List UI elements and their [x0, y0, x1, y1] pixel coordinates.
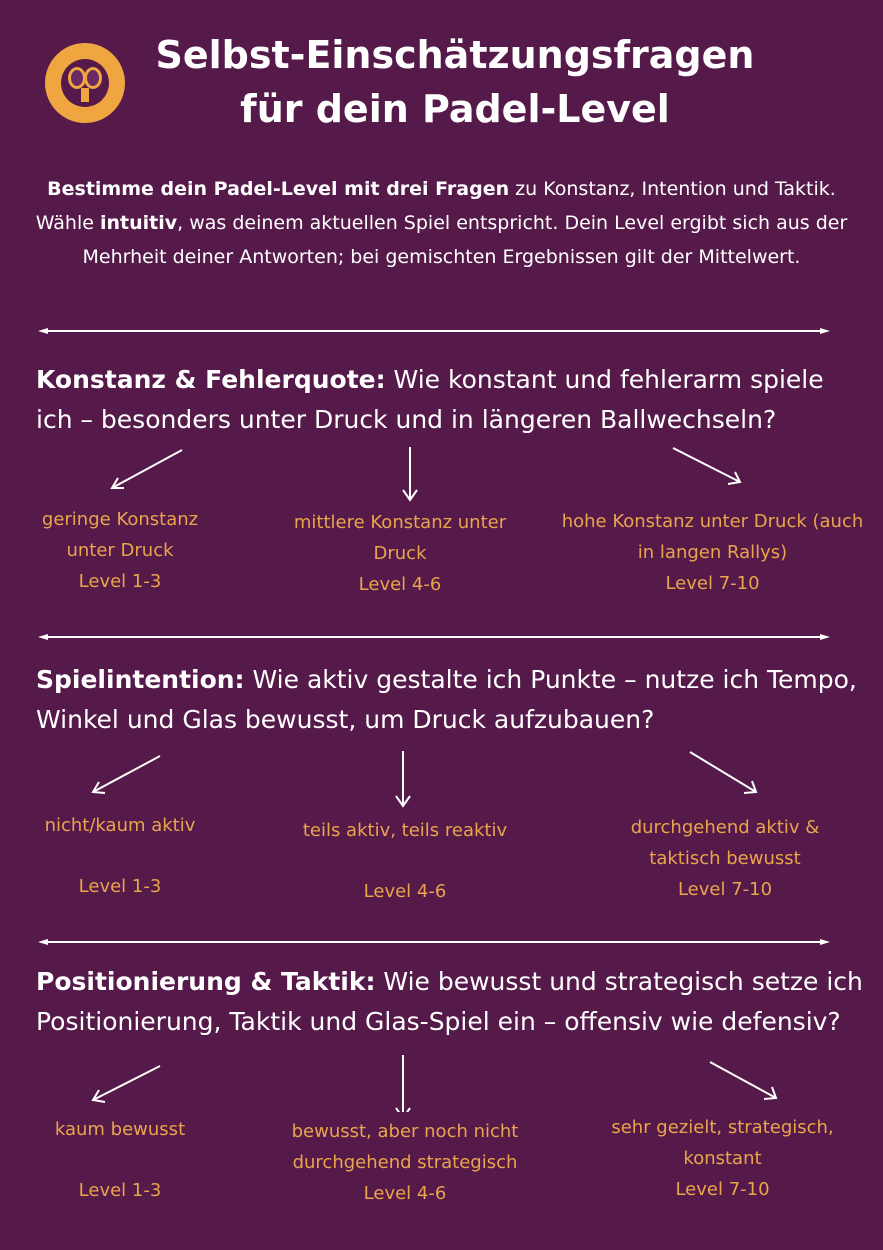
divider [38, 631, 830, 643]
title-line-2: für dein Padel-Level [240, 87, 670, 131]
answer-option[interactable] [600, 812, 850, 905]
intro-text-2: , was deinem aktuellen Spiel entspricht. Dein Level ergibt sich aus der Mehrheit deiner Antworten; bei gemischten Ergebnissen gilt der Mittelwert. [82, 212, 848, 268]
answer-label: sehr gezielt, strategisch, konstant [611, 1117, 834, 1169]
answer-label: nicht/kaum aktiv [44, 815, 196, 836]
answer-label: teils aktiv, teils reaktiv [302, 820, 508, 841]
intro-bold-2: intuitiv [99, 212, 178, 234]
answer-group-konstanz [0, 442, 883, 612]
padel-drink-rise-logo [42, 40, 128, 126]
answer-option[interactable] [590, 1112, 855, 1205]
question-heading: Spielintention: [36, 665, 245, 694]
intro-text-1: zu Konstanz, Intention und Taktik. Wähle [35, 178, 836, 234]
answer-level: Level 4-6 [363, 881, 447, 902]
answer-level: Level 1-3 [78, 876, 162, 897]
answer-label: bewusst, aber noch nicht durchgehend strategisch [291, 1121, 519, 1173]
question-heading: Konstanz & Fehlerquote: [36, 365, 386, 394]
answer-level: Level 7-10 [675, 1179, 770, 1200]
answer-label: durchgehend aktiv & taktisch bewusst [630, 817, 820, 869]
title-line-1: Selbst-Einschätzungsfragen [155, 33, 755, 77]
page-title [130, 28, 780, 136]
question-text: Wie bewusst und strategisch setze ich Positionierung, Taktik und Glas-Spiel ein – offensiv wie defensiv? [36, 967, 863, 1036]
answer-level: Level 1-3 [78, 1180, 162, 1201]
answer-level: Level 7-10 [677, 879, 773, 900]
arrows [0, 748, 883, 808]
divider [38, 936, 830, 948]
answer-level: Level 4-6 [358, 574, 442, 595]
answer-label: hohe Konstanz unter Druck (auch in langen Rallys) [561, 511, 864, 563]
intro-paragraph [30, 172, 853, 274]
question-positionierung [36, 962, 866, 1042]
answer-option[interactable] [280, 507, 520, 600]
answer-option[interactable] [20, 504, 220, 597]
answer-label: mittlere Konstanz unter Druck [293, 512, 507, 564]
arrows [0, 1052, 883, 1112]
question-heading: Positionierung & Taktik: [36, 967, 376, 996]
answer-option[interactable] [265, 1116, 545, 1209]
answer-level: Level 7-10 [665, 573, 760, 594]
answer-option[interactable] [20, 810, 220, 902]
question-spielintention [36, 660, 866, 740]
intro-bold-1: Bestimme dein Padel-Level mit drei Fragen [47, 178, 510, 200]
answer-option[interactable] [555, 506, 870, 599]
question-konstanz [36, 360, 866, 440]
answer-level: Level 1-3 [78, 571, 162, 592]
answer-option[interactable] [280, 815, 530, 907]
question-text: Wie aktiv gestalte ich Punkte – nutze ich Tempo, Winkel und Glas bewusst, um Druck aufzubauen? [36, 665, 857, 734]
answer-label: kaum bewusst [54, 1119, 186, 1140]
question-text: Wie konstant und fehlerarm spiele ich – besonders unter Druck und in längeren Ballwechseln? [36, 365, 824, 434]
divider [38, 325, 830, 337]
answer-group-spielintention [0, 748, 883, 918]
answer-group-positionierung [0, 1052, 883, 1222]
answer-level: Level 4-6 [363, 1183, 447, 1204]
answer-option[interactable] [20, 1114, 220, 1206]
answer-label: geringe Konstanz unter Druck [41, 509, 199, 561]
arrows [0, 442, 883, 502]
